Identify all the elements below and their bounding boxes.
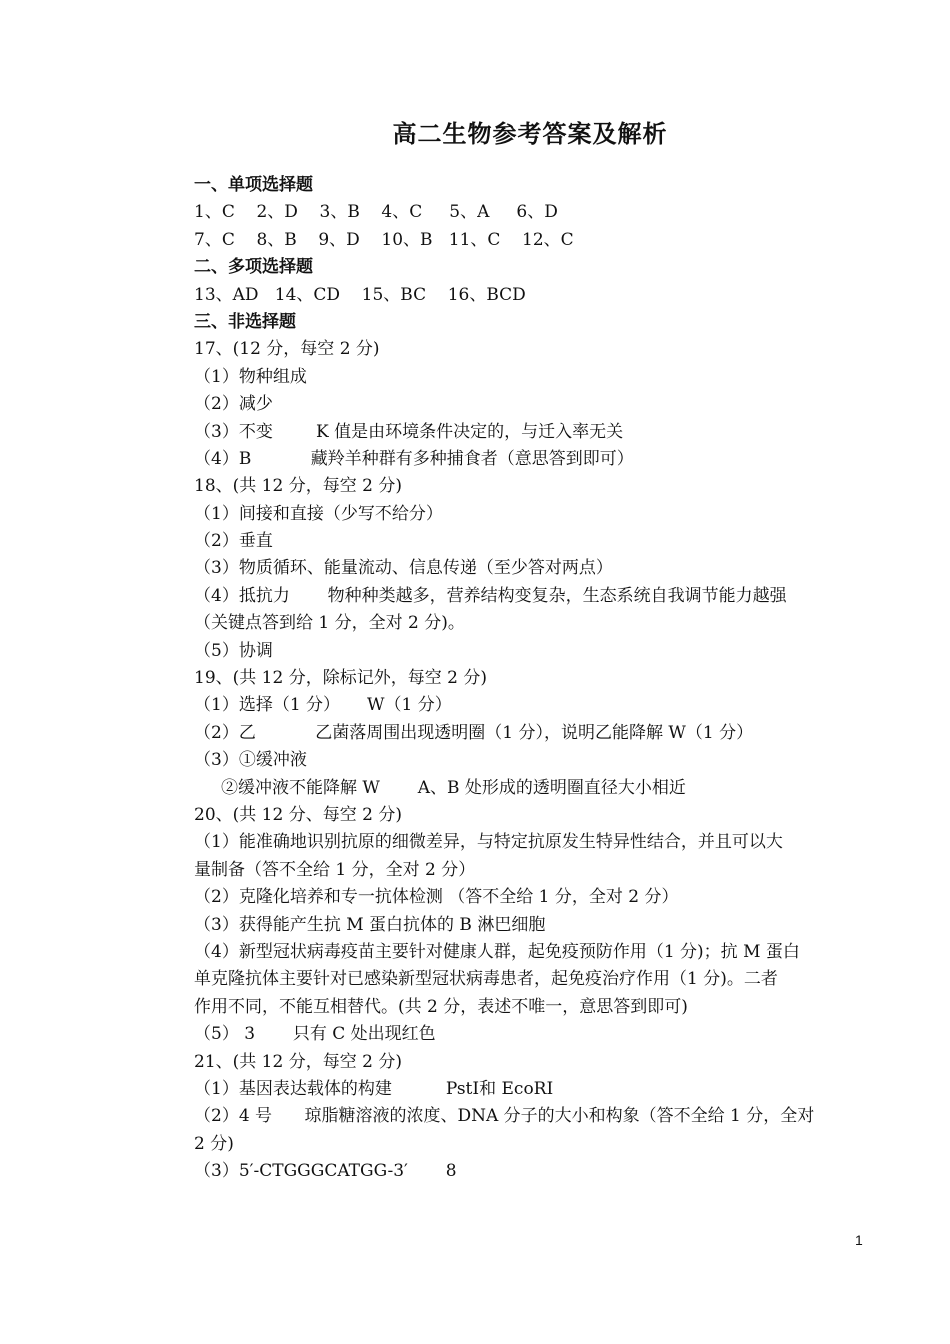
answer-line: 7、C 8、B 9、D 10、B 11、C 12、C bbox=[194, 229, 574, 250]
answer-line: （3）物质循环、能量流动、信息传递（至少答对两点） bbox=[194, 558, 613, 579]
answer-line: （3）获得能产生抗 M 蛋白抗体的 B 淋巴细胞 bbox=[194, 914, 546, 935]
section-heading: 二、多项选择题 bbox=[194, 257, 313, 278]
answer-line: （1）物种组成 bbox=[194, 366, 307, 387]
answer-line: 21、(共 12 分，每空 2 分) bbox=[194, 1051, 402, 1072]
answer-line: 单克隆抗体主要针对已感染新型冠状病毒患者，起免疫治疗作用（1 分)。二者 bbox=[194, 969, 778, 990]
answer-line: （3）不变 K 值是由环境条件决定的，与迁入率无关 bbox=[194, 421, 624, 442]
answer-line: （关键点答到给 1 分，全对 2 分)。 bbox=[194, 613, 465, 634]
answer-line: （1）基因表达载体的构建 PstⅠ和 EcoRⅠ bbox=[194, 1078, 554, 1099]
page-title: 高二生物参考答案及解析 bbox=[392, 119, 668, 148]
answer-line: （5）协调 bbox=[194, 640, 273, 661]
answer-line: 17、(12 分，每空 2 分) bbox=[194, 339, 380, 360]
answer-line: ②缓冲液不能降解 W A、B 处形成的透明圈直径大小相近 bbox=[194, 777, 686, 798]
answer-line: 2 分) bbox=[194, 1133, 234, 1154]
answer-line: 作用不同，不能互相替代。(共 2 分，表述不唯一，意思答到即可) bbox=[194, 996, 688, 1017]
answer-line: 19、(共 12 分，除标记外，每空 2 分) bbox=[194, 668, 487, 689]
answer-line: （2）4 号 琼脂糖溶液的浓度、DNA 分子的大小和构象（答不全给 1 分，全对 bbox=[194, 1106, 815, 1127]
answer-line: （3）5′-CTGGGCATGG-3′ 8 bbox=[194, 1161, 457, 1182]
answer-line: （2）减少 bbox=[194, 394, 273, 415]
answer-line: （1）能准确地识别抗原的细微差异，与特定抗原发生特异性结合，并且可以大 bbox=[194, 832, 783, 853]
answer-line: 1、C 2、D 3、B 4、C 5、A 6、D bbox=[194, 202, 558, 223]
answer-line: 18、(共 12 分，每空 2 分) bbox=[194, 476, 402, 497]
section-heading: 三、非选择题 bbox=[194, 311, 296, 332]
answer-line: （1）间接和直接（少写不给分） bbox=[194, 503, 443, 524]
answer-line: 量制备（答不全给 1 分，全对 2 分） bbox=[194, 859, 476, 880]
page-number: 1 bbox=[855, 1232, 863, 1248]
answer-line: （2）乙 乙菌落周围出现透明圈（1 分），说明乙能降解 W（1 分） bbox=[194, 722, 754, 743]
answer-line: （5） 3 只有 C 处出现红色 bbox=[194, 1024, 436, 1045]
answer-line: （3）①缓冲液 bbox=[194, 750, 307, 771]
answer-line: （2）垂直 bbox=[194, 531, 273, 552]
section-heading: 一、单项选择题 bbox=[194, 175, 313, 195]
answer-line: （2）克隆化培养和专一抗体检测 （答不全给 1 分，全对 2 分） bbox=[194, 887, 679, 908]
answer-line: （4）B 藏羚羊种群有多种捕食者（意思答到即可） bbox=[194, 448, 634, 469]
answer-line: 13、AD 14、CD 15、BC 16、BCD bbox=[194, 284, 526, 305]
answer-line: （1）选择（1 分） W（1 分） bbox=[194, 695, 452, 716]
answer-line: （4）抵抗力 物种种类越多，营养结构变复杂，生态系统自我调节能力越强 bbox=[194, 585, 787, 606]
answer-line: （4）新型冠状病毒疫苗主要针对健康人群，起免疫预防作用（1 分)；抗 M 蛋白 bbox=[194, 941, 800, 962]
answer-line: 20、(共 12 分、每空 2 分) bbox=[194, 804, 402, 825]
answer-content bbox=[194, 172, 874, 1185]
